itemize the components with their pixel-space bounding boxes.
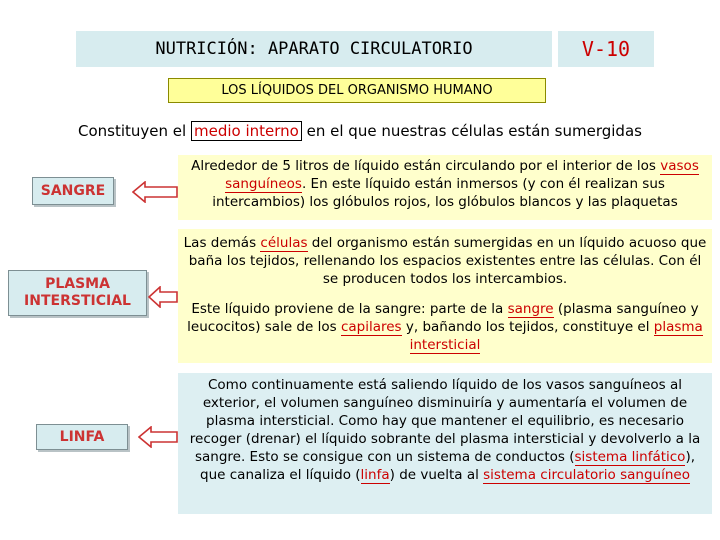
- plasma-paragraph-2: [182, 300, 708, 354]
- plasma-b-red2: capilares: [340, 319, 402, 335]
- slide-code: [558, 31, 654, 67]
- sangre-text-2: . En este líquido están inmersos (y con él realizan sus intercambios) los glóbulos rojos, los glóbulos blancos y las plaquetas: [212, 176, 678, 210]
- sangre-text-1: Alrededor de 5 litros de líquido están circulando por el interior de los: [191, 158, 661, 174]
- plasma-b3: y, bañando los tejidos, constituye el: [401, 319, 654, 335]
- panel-plasma: [178, 229, 712, 363]
- page-title-text: NUTRICIÓN: APARATO CIRCULATORIO: [155, 39, 473, 59]
- plasma-b2: (plasma sanguíneo y leucocitos) sale de los: [187, 301, 699, 335]
- arrow-left-icon: [132, 181, 178, 203]
- label-plasma-intersticial: [8, 270, 147, 316]
- linfa-text-3: ) de vuelta al: [389, 467, 484, 483]
- linfa-text-1: Como continuamente está saliendo líquido de los vasos sanguíneos al exterior, el volumen sanguíneo disminuiría y aumentaría el volumen de plasma intersticial. Como hay que mantener el equilibrio, es necesario recoger (drenar) el líquido sobrante del plasma intersticial y devolverlo a la sangre. Esto se consigue con un sistema de conductos (: [189, 377, 701, 465]
- subtitle-text: LOS LÍQUIDOS DEL ORGANISMO HUMANO: [221, 83, 493, 98]
- intro-after: en el que nuestras células están sumergidas: [306, 122, 642, 140]
- plasma-a2: del organismo están sumergidas en un líquido acuoso que baña los tejidos, rellenando los espacios existentes entre las células. Con él se producen todos los intercambios.: [188, 235, 707, 287]
- intro-sentence: [0, 122, 720, 140]
- linfa-text-red1: sistema linfático: [574, 449, 686, 465]
- subtitle-banner: [168, 78, 546, 103]
- page-title: [76, 31, 552, 67]
- label-linfa-text: LINFA: [59, 428, 105, 445]
- linfa-text-red2: linfa: [360, 467, 390, 483]
- label-linfa: [36, 424, 128, 450]
- plasma-b1: Este líquido proviene de la sangre: parte de la: [191, 301, 508, 317]
- plasma-b-red3: plasma intersticial: [409, 319, 703, 353]
- label-sangre: [32, 177, 114, 205]
- intro-highlight: medio interno: [191, 121, 302, 141]
- arrow-left-icon: [148, 286, 178, 308]
- label-plasma-line2: INTERSTICIAL: [24, 293, 131, 309]
- label-plasma-line1: PLASMA: [45, 276, 110, 292]
- linfa-text-red3: sistema circulatorio sanguíneo: [483, 467, 690, 483]
- panel-sangre: [178, 155, 712, 220]
- arrow-left-icon: [138, 426, 178, 448]
- slide-code-text: V-10: [581, 37, 631, 61]
- plasma-paragraph-1: [182, 234, 708, 288]
- sangre-text-red: vasos sanguíneos: [225, 158, 699, 192]
- panel-linfa: [178, 373, 712, 514]
- label-sangre-text: SANGRE: [40, 182, 106, 199]
- plasma-a1: Las demás: [183, 235, 261, 251]
- plasma-b-red1: sangre: [507, 301, 554, 317]
- linfa-text-2: ), que canaliza el líquido (: [200, 449, 696, 483]
- plasma-a-red: células: [260, 235, 308, 251]
- intro-before: Constituyen el: [78, 122, 187, 140]
